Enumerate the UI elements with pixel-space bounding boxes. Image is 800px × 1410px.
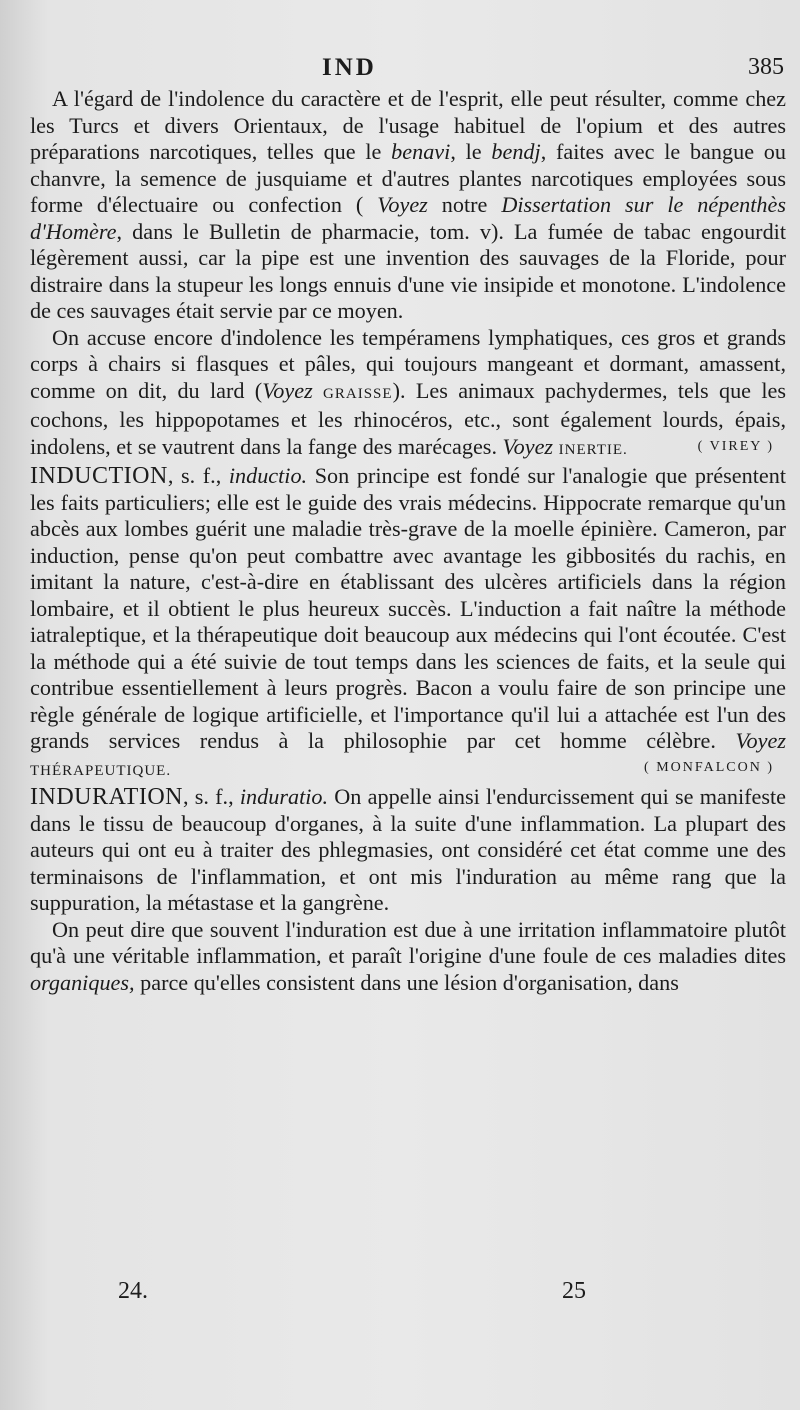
page-footer <box>0 1278 800 1308</box>
text-run: On appelle ainsi l'endurcissement qui se manifeste dans le tissu de beaucoup d'organes, à la suite d'une inflammation. La plupart des auteurs qui ont eu à traiter des phlegmasies, ont considéré cet état comme une des terminaisons de l'inflammation, et ont mis l'induration au même rang que la suppuration, la métastase et la gangrène. <box>30 784 786 915</box>
italic-run: Voyez <box>735 728 786 753</box>
italic-run: Dissertation sur le népenthès d'Homère <box>30 192 787 244</box>
text-run: , s. f., <box>182 784 240 809</box>
entry-headword: INDUCTION <box>30 463 168 489</box>
italic-run: inductio. <box>228 463 308 488</box>
dictionary-entry <box>30 784 786 917</box>
italic-run: Voyez <box>262 377 313 403</box>
author-signature: ( VIREY ) <box>697 438 774 454</box>
italic-run: benavi <box>391 139 451 164</box>
italic-run: bendj <box>491 139 541 164</box>
running-head-word: IND <box>322 54 377 81</box>
cross-reference: INERTIE. <box>558 441 628 458</box>
text-run: , faites avec le bangue ou chanvre, la semence de jusquiame et d'autres plantes narcotiques employées sous forme d'électuaire ou confection ( <box>30 139 786 217</box>
paragraph <box>30 86 786 325</box>
sheet-number: 25 <box>562 1278 586 1304</box>
paragraph <box>30 325 786 464</box>
dictionary-entry <box>30 463 786 784</box>
cross-reference: GRAISSE <box>323 385 393 402</box>
italic-run: Voyez <box>502 433 554 459</box>
page-number: 385 <box>748 54 784 80</box>
signature-mark: 24. <box>118 1278 148 1304</box>
running-head <box>0 54 800 84</box>
italic-run: Voyez <box>377 192 428 217</box>
paragraph <box>30 917 786 997</box>
text-run: ). Les animaux pachydermes, tels que les cochons, les hippopotames et les rhinocéros, etc., sont également lourds, épais, indolens, et se vautrent dans la fange des marécages. <box>30 377 786 459</box>
text-run: , s. f., <box>167 463 229 488</box>
text-run: , dans le Bulletin de pharmacie, tom. v). La fumée de tabac engourdit légèrement aussi, car la pipe est une invention des sauvages de la Floride, pour distraire dans la stupeur les longs ennuis d'une vie insipide et monotone. L'indolence de ces sauvages était servie par ce moyen. <box>30 218 786 323</box>
text-run: , le <box>450 139 492 164</box>
italic-run: induratio. <box>239 784 329 809</box>
text-run: A l'égard de l'indolence du caractère et de l'esprit, elle peut résulter, comme chez les Turcs et divers Orientaux, de l'usage habituel de l'opium et des autres préparations narcotiques, telles que le <box>30 86 786 164</box>
text-run <box>313 378 323 403</box>
page-body <box>30 86 786 996</box>
text-run: On peut dire que souvent l'induration est due à une irritation inflammatoire plutôt qu'à une véritable inflammation, et paraît l'origine d'une foule de ces maladies dites <box>30 916 786 968</box>
text-run: notre <box>427 192 502 217</box>
text-run: On accuse encore d'indolence les tempéramens lymphatiques, ces gros et grands corps à chairs si flasques et pâles, qui toujours mangeant et dormant, amassent, comme on dit, du lard ( <box>30 324 786 403</box>
author-signature: ( MONFALCON ) <box>644 759 774 775</box>
italic-run: organiques, <box>30 969 135 995</box>
cross-reference: THÉRAPEUTIQUE. <box>30 762 172 779</box>
entry-headword: INDURATION <box>30 784 183 810</box>
text-run: Son principe est fondé sur l'analogie que présentent les faits particuliers; elle est le guide des vrais médecins. Hippocrate remarque qu'un abcès aux lombes guérit une maladie très-grave de la moelle épinière. Cameron, par induction, pense qu'on peut combattre avec avantage les gibbosités du rachis, en imitant la nature, c'est-à-dire en établissant des ulcères artificiels dans la région lombaire, et il obtient le plus heureux succès. L'induction a fait naître la méthode iatraleptique, et la thérapeutique doit beaucoup aux médecins qui l'ont écoutée. C'est la méthode qui a été suivie de tout temps dans les sciences de faits, et la seule qui contribue essentiellement à leurs progrès. Bacon a voulu faire de son principe une règle générale de logique artificielle, et l'importance qu'il lui a attachée est l'un des grands services rendus à la philosophie par cet homme célèbre. <box>30 463 786 753</box>
text-run: parce qu'elles consistent dans une lésion d'organisation, dans <box>134 969 679 995</box>
